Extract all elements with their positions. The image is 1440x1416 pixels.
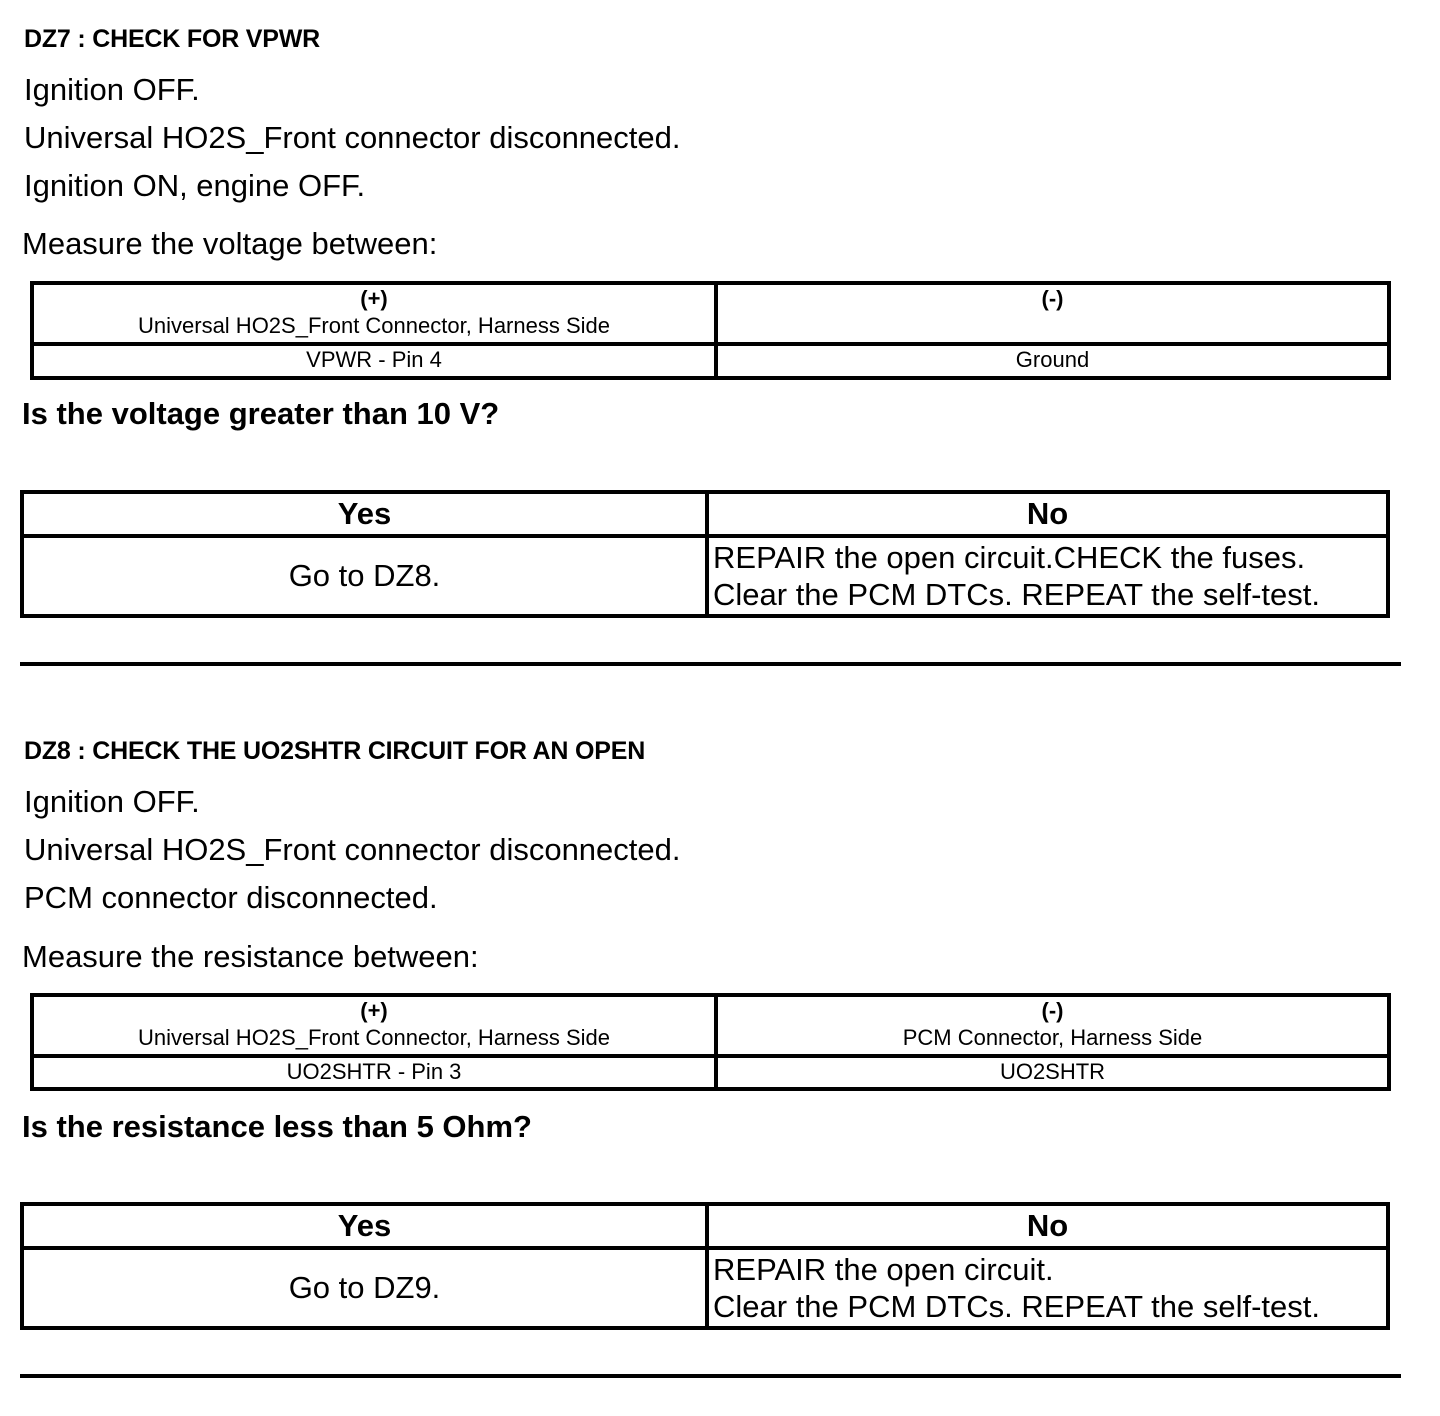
result-table bbox=[20, 1202, 1390, 1330]
plus-label: (+) bbox=[360, 286, 388, 311]
step-title-dz7: DZ7 : CHECK FOR VPWR bbox=[24, 25, 321, 53]
section-divider bbox=[20, 662, 1401, 666]
condition-line: Ignition ON, engine OFF. bbox=[24, 168, 366, 203]
result-table bbox=[20, 490, 1390, 618]
no-action-line: Clear the PCM DTCs. REPEAT the self-test. bbox=[713, 1289, 1320, 1324]
no-action-line: REPAIR the open circuit. bbox=[713, 1252, 1054, 1287]
yes-action: Go to DZ8. bbox=[22, 536, 707, 616]
condition-line: Universal HO2S_Front connector disconnected. bbox=[24, 120, 681, 155]
question-text: Is the voltage greater than 10 V? bbox=[22, 396, 500, 431]
yes-action: Go to DZ9. bbox=[22, 1248, 707, 1328]
condition-line: Universal HO2S_Front connector disconnected. bbox=[24, 832, 681, 867]
no-action bbox=[707, 536, 1388, 616]
measure-label: Measure the voltage between: bbox=[22, 226, 438, 261]
measure-label: Measure the resistance between: bbox=[22, 939, 479, 974]
no-action bbox=[707, 1248, 1388, 1328]
minus-label: (-) bbox=[1041, 998, 1064, 1023]
minus-pin-cell: Ground bbox=[716, 344, 1389, 378]
no-action-line: REPAIR the open circuit.CHECK the fuses. bbox=[713, 540, 1306, 575]
condition-line: PCM connector disconnected. bbox=[24, 880, 438, 915]
condition-line: Ignition OFF. bbox=[24, 784, 200, 819]
minus-header-cell bbox=[716, 995, 1389, 1056]
minus-label: (-) bbox=[1041, 286, 1064, 311]
plus-header-cell bbox=[32, 995, 716, 1056]
yes-header: Yes bbox=[22, 492, 707, 536]
plus-connector-label: Universal HO2S_Front Connector, Harness Side bbox=[138, 1025, 610, 1050]
plus-label: (+) bbox=[360, 998, 388, 1023]
no-header: No bbox=[707, 1204, 1388, 1248]
plus-connector-label: Universal HO2S_Front Connector, Harness Side bbox=[138, 313, 610, 338]
condition-line: Ignition OFF. bbox=[24, 72, 200, 107]
measurement-table bbox=[30, 281, 1391, 380]
minus-header-cell bbox=[716, 283, 1389, 344]
plus-pin-cell: VPWR - Pin 4 bbox=[32, 344, 716, 378]
minus-connector-label: PCM Connector, Harness Side bbox=[902, 1025, 1203, 1050]
step-title-dz8: DZ8 : CHECK THE UO2SHTR CIRCUIT FOR AN OPEN bbox=[24, 737, 646, 765]
no-action-line: Clear the PCM DTCs. REPEAT the self-test. bbox=[713, 577, 1320, 612]
no-header: No bbox=[707, 492, 1388, 536]
measurement-table bbox=[30, 993, 1391, 1091]
question-text: Is the resistance less than 5 Ohm? bbox=[22, 1109, 532, 1144]
plus-pin-cell: UO2SHTR - Pin 3 bbox=[32, 1056, 716, 1089]
yes-header: Yes bbox=[22, 1204, 707, 1248]
section-divider bbox=[20, 1374, 1401, 1378]
plus-header-cell bbox=[32, 283, 716, 344]
minus-pin-cell: UO2SHTR bbox=[716, 1056, 1389, 1089]
